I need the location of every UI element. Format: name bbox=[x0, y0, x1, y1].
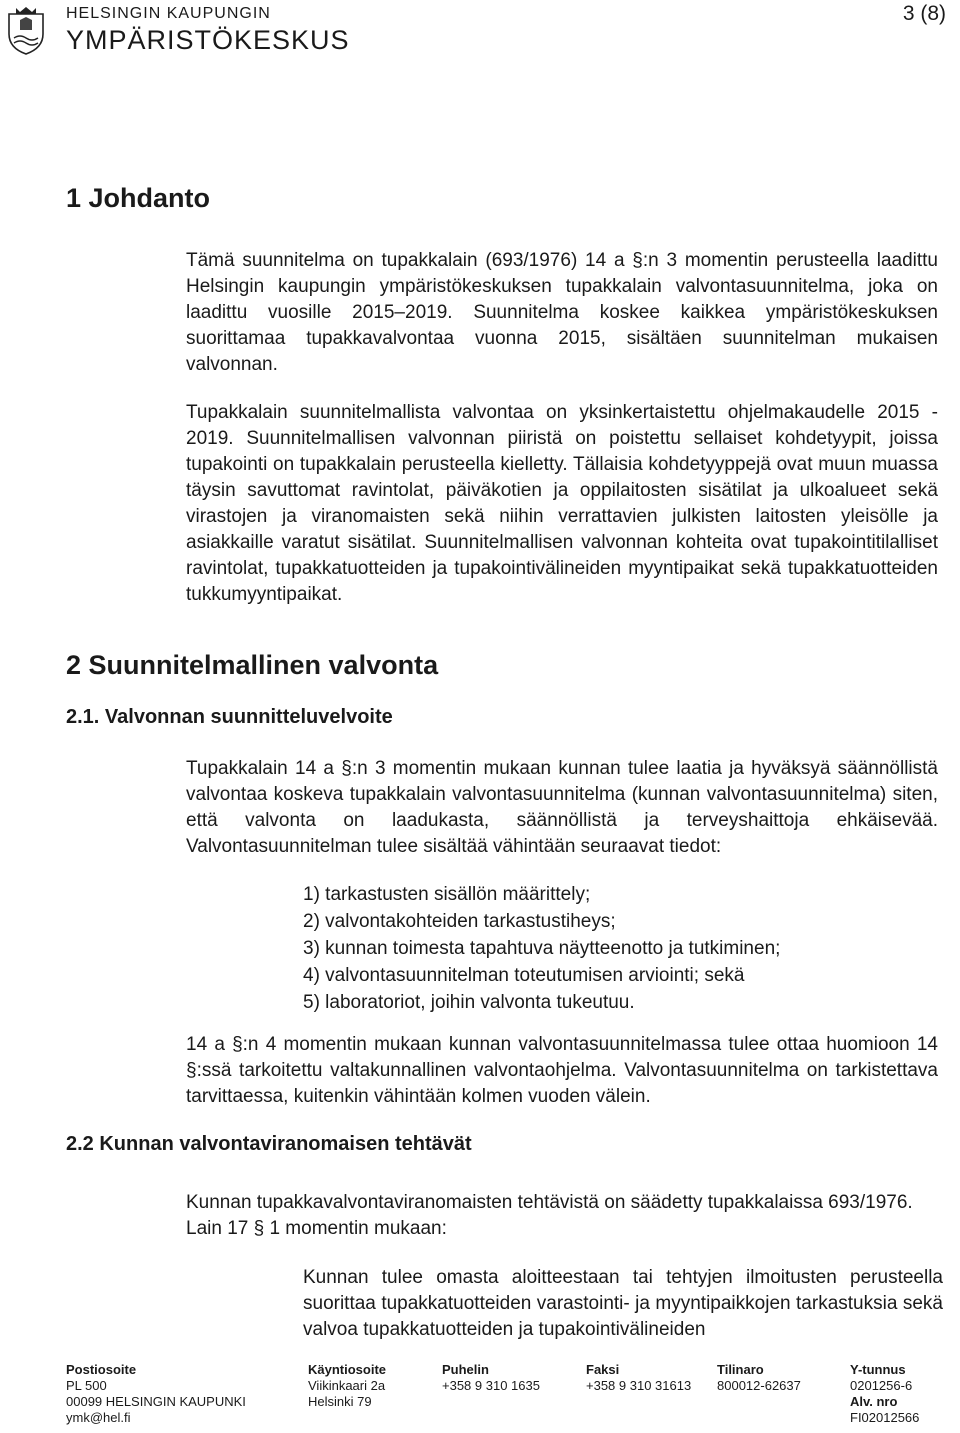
required-contents-list bbox=[303, 881, 780, 1016]
suunnitteluvelvoite-paragraph: Tupakkalain 14 a §:n 3 momentin mukaan kunnan tulee laatia ja hyväksyä säännöllistä valvontaa koskeva tupakkalain valvontasuunnitelma (kunnan valvontasuunnitelma) siten, että valvonta on laadukasta, säännöllistä ja terveyshaittoja ehkäisevää. Valvontasuunnitelman tulee sisältää vähintään seuraavat tiedot: bbox=[186, 758, 938, 857]
page-number: 3 (8) bbox=[902, 2, 946, 25]
footer-fax: Faksi +358 9 310 31613 bbox=[586, 1362, 692, 1393]
footer-postal-address: Postiosoite PL 500 00099 HELSINGIN KAUPUNKI ymk@hel.fi bbox=[66, 1362, 246, 1425]
footer-bank-account: Tilinaro 800012-62637 bbox=[717, 1362, 801, 1393]
list-item: 5) laboratoriot, joihin valvonta tukeutuu. bbox=[303, 992, 635, 1013]
intro-paragraph-2: Tupakkalain suunnitelmallista valvontaa on yksinkertaistettu ohjelmakaudelle 2015 - 2019. Suunnitelmallisen valvonnan piiristä on poistettu sellaiset kohdetyypit, joissa tupakointi on tupakkalain perusteella kielletty. Tällaisia kohdetyyppejä ovat muun muassa täysin savuttomat ravintolat, päiväkotien ja oppilaitosten sisätilat ja ulkoalueet sekä virastojen ja viranomaisten sekä niihin verrattavien julkisten laitosten yleisölle ja asiakkaille varatut sisätilat. Suunnitelmallisen valvonnan kohteita ovat tupakointitilalliset ravintolat, tupakkatuotteiden ja tupakointivälineiden myyntipaikat sekä tupakkatuotteiden tukkumyyntipaikat. bbox=[186, 402, 938, 605]
organization-name: HELSINGIN KAUPUNGIN bbox=[66, 5, 271, 22]
department-name: YMPÄRISTÖKESKUS bbox=[66, 25, 350, 55]
footer-visiting-address: Käyntiosoite Viikinkaari 2a Helsinki 79 bbox=[308, 1362, 387, 1409]
footer-phone: Puhelin +358 9 310 1635 bbox=[442, 1362, 540, 1393]
valvontaohjelma-paragraph: 14 a §:n 4 momentin mukaan kunnan valvontasuunnitelmassa tulee ottaa huomioon 14 §:ssä tarkoitettu valtakunnallinen valvontaohjelma. Valvontasuunnitelma on tarkistettava tarvittaessa, kuitenkin vähintään kolmen vuoden välein. bbox=[186, 1034, 938, 1107]
list-item: 3) kunnan toimesta tapahtuva näytteenotto ja tutkiminen; bbox=[303, 938, 781, 959]
list-item: 2) valvontakohteiden tarkastustiheys; bbox=[303, 911, 616, 932]
intro-paragraph-1: Tämä suunnitelma on tupakkalain (693/1976) 14 a §:n 3 momentin perusteella laadittu Helsingin kaupungin ympäristökeskuksen tupakkalain valvontasuunnitelma, joka on laadittu vuosille 2015–2019. Suunnitelma koskee kaikkea ympäristökeskuksen suorittamaa tupakkavalvontaa vuonna 2015, sisältäen suunnitelman mukaisen valvonnan. bbox=[186, 250, 938, 375]
list-item: 4) valvontasuunnitelman toteutumisen arviointi; sekä bbox=[303, 965, 745, 986]
subsection-heading-viranomaisen-tehtavat: 2.2 Kunnan valvontaviranomaisen tehtävät bbox=[66, 1133, 472, 1155]
law-quote: Kunnan tulee omasta aloitteestaan tai tehtyjen ilmoitusten perusteella suorittaa tupakkatuotteiden varastointi- ja myyntipaikkojen tarkastuksia sekä valvoa tupakkatuotteiden ja tupakointivälineiden bbox=[303, 1267, 943, 1340]
section-heading-johdanto: 1 Johdanto bbox=[66, 183, 211, 213]
section-heading-suunnitelmallinen-valvonta: 2 Suunnitelmallinen valvonta bbox=[66, 650, 439, 680]
helsinki-crest-logo bbox=[6, 6, 46, 56]
tehtavat-paragraph: Kunnan tupakkavalvontaviranomaisten tehtävistä on säädetty tupakkalaissa 693/1976. Lain 17 § 1 momentin mukaan: bbox=[186, 1192, 913, 1239]
list-item: 1) tarkastusten sisällön määrittely; bbox=[303, 884, 591, 905]
subsection-heading-suunnitteluvelvoite: 2.1. Valvonnan suunnitteluvelvoite bbox=[66, 706, 393, 728]
footer-business-id: Y-tunnus 0201256-6 Alv. nro FI02012566 bbox=[850, 1362, 920, 1425]
footer-email: ymk@hel.fi bbox=[66, 1410, 131, 1425]
